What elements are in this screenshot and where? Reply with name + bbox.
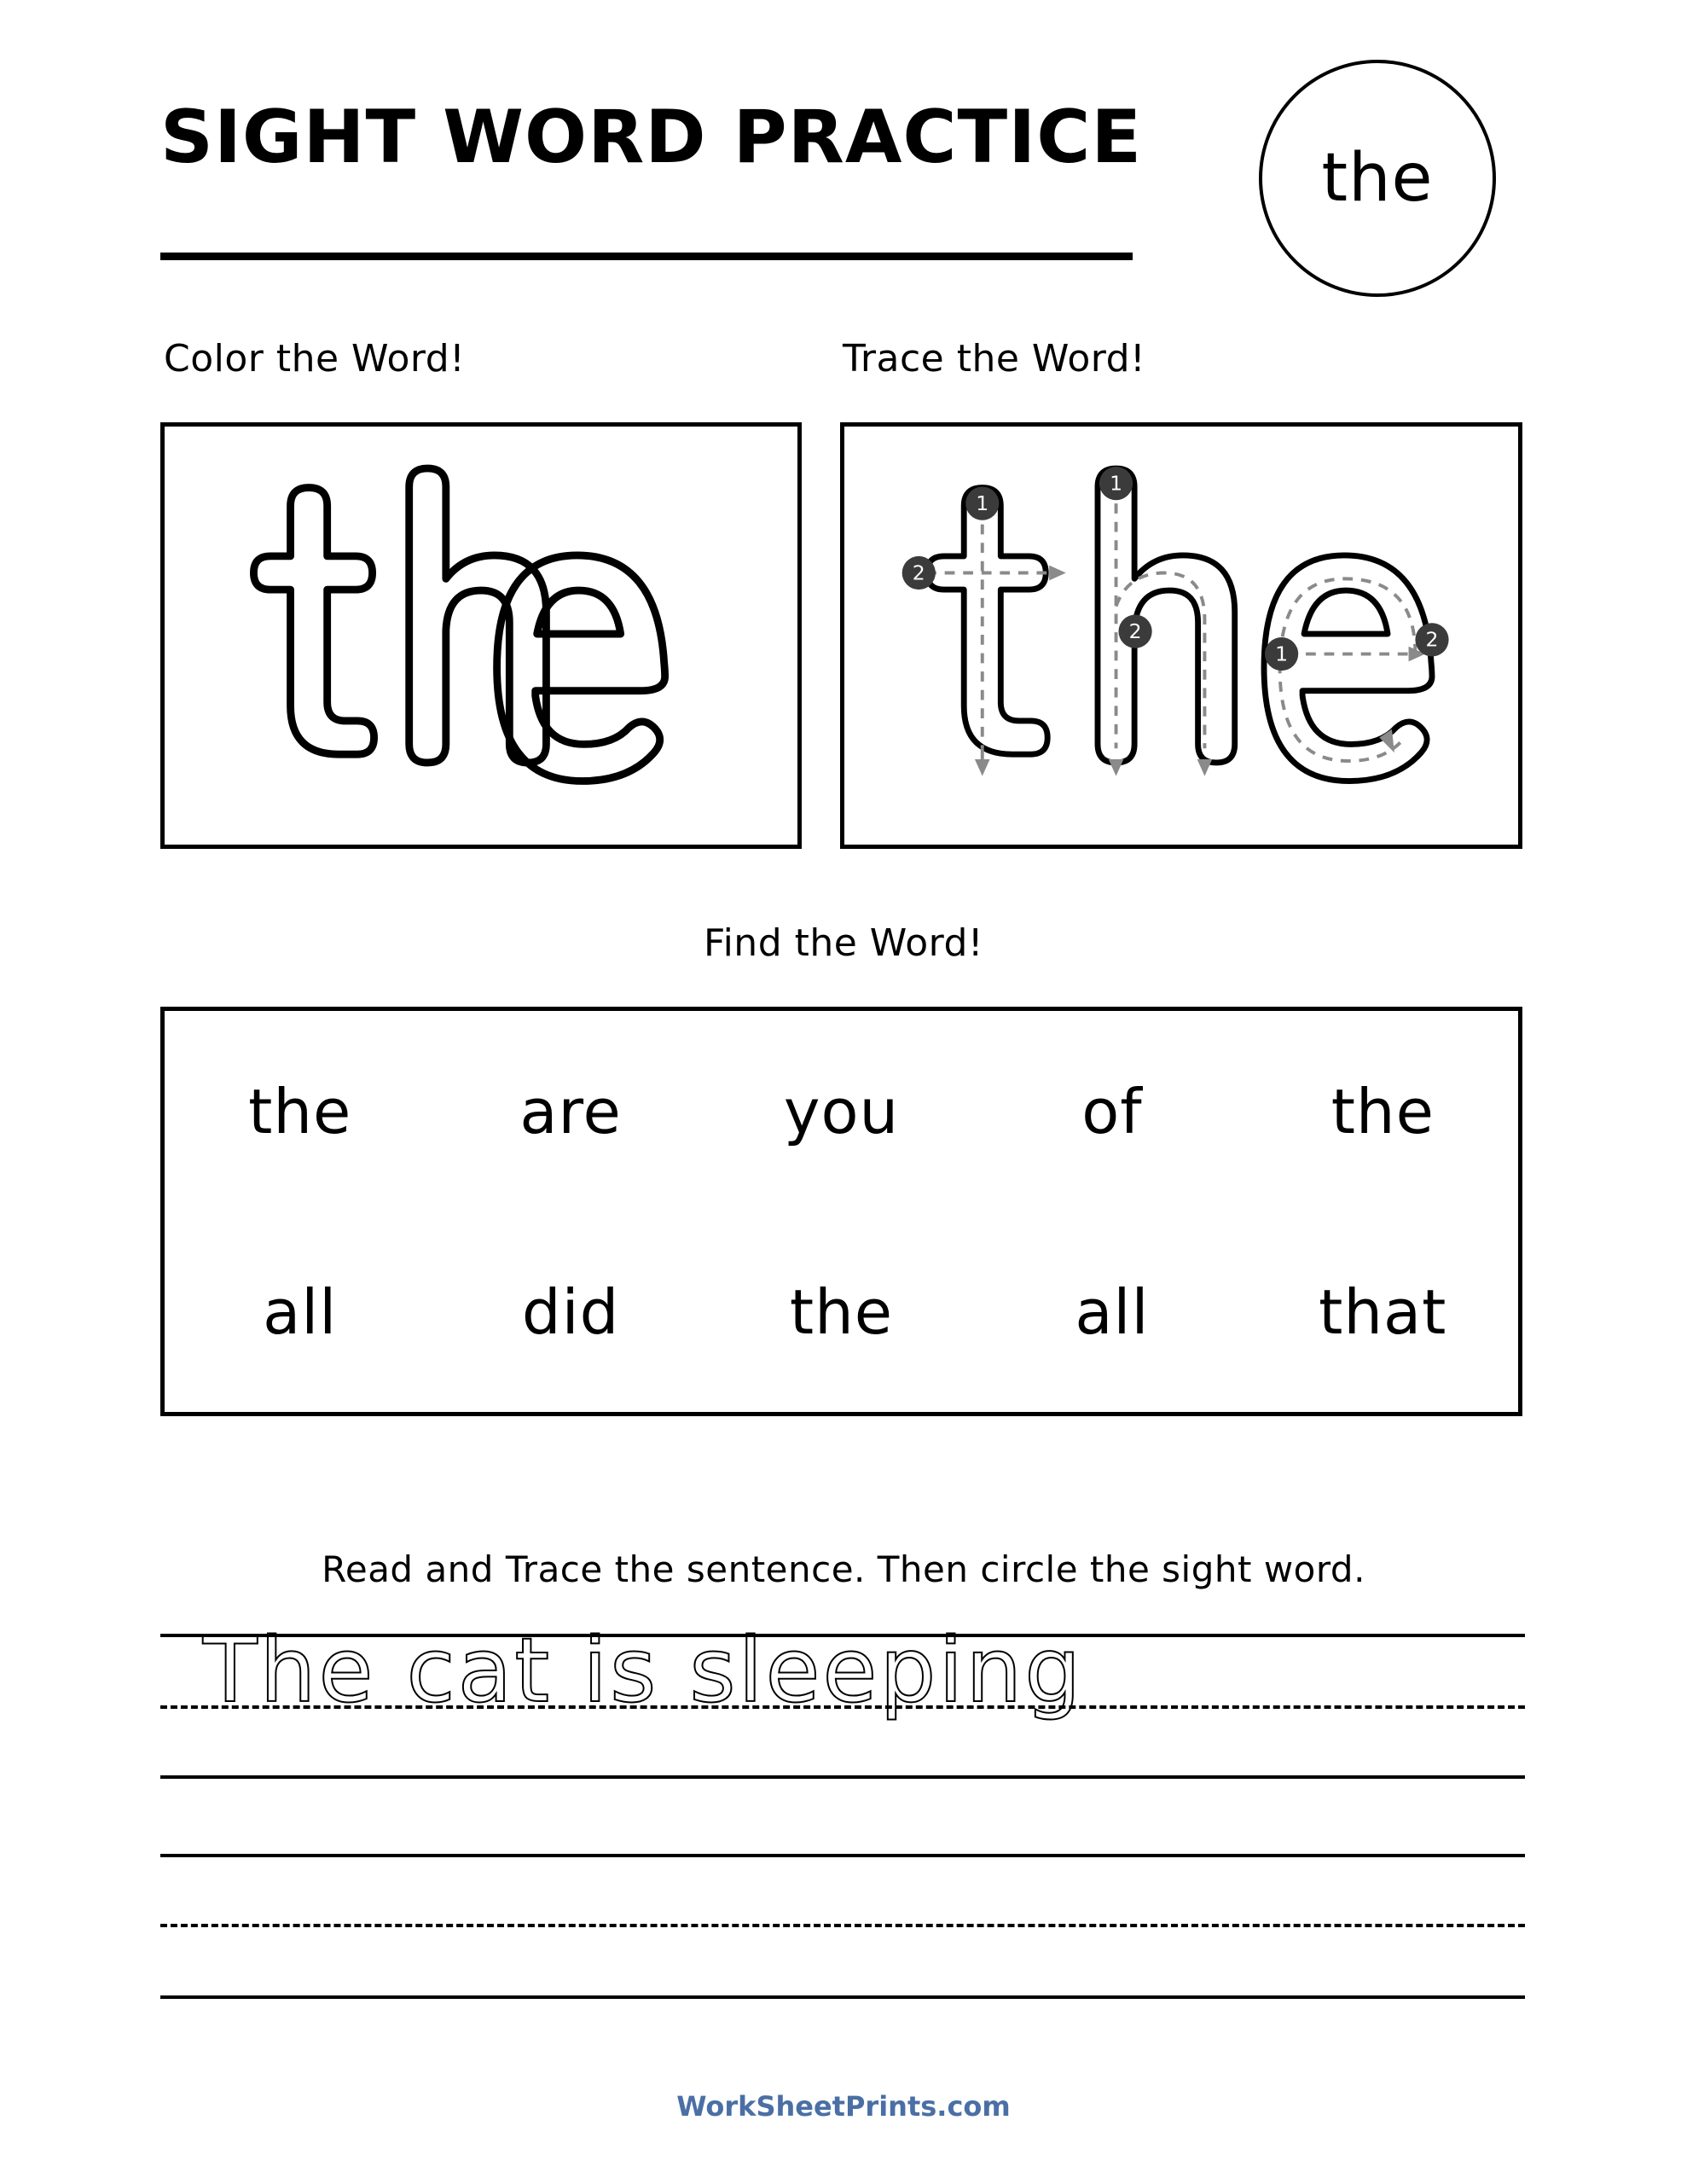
sentence-section-label: Read and Trace the sentence. Then circle the sight word.	[322, 1548, 1365, 1590]
trace-section-label: Trace the Word!	[843, 337, 1146, 380]
trace-letters-the	[844, 427, 1518, 845]
find-word-cell[interactable]: the	[1330, 1075, 1435, 1147]
find-word-cell[interactable]: all	[263, 1275, 338, 1348]
find-word-cell[interactable]: did	[521, 1275, 620, 1348]
find-word-cell[interactable]: are	[519, 1075, 622, 1147]
writing-line-base-1	[160, 1775, 1525, 1779]
find-the-word-box[interactable]	[160, 1007, 1522, 1416]
find-word-cell[interactable]: that	[1319, 1275, 1447, 1348]
writing-line-mid-2	[160, 1924, 1525, 1927]
find-section-label: Find the Word!	[703, 921, 984, 965]
bubble-letters-the	[165, 427, 797, 845]
sight-word-badge-label: the	[1321, 140, 1434, 217]
handwriting-lines[interactable]	[160, 1618, 1525, 2001]
color-section-label: Color the Word!	[164, 337, 466, 380]
trace-the-word-box[interactable]	[840, 422, 1522, 849]
svg-text:1: 1	[976, 491, 989, 515]
find-word-cell[interactable]: the	[248, 1075, 352, 1147]
traceable-sentence[interactable]: The cat is sleeping	[203, 1618, 1084, 1722]
worksheet-header	[160, 95, 1525, 322]
find-word-cell[interactable]: the	[789, 1275, 894, 1348]
svg-text:2: 2	[1128, 619, 1142, 643]
footer-credit[interactable]: WorkSheetPrints.com	[676, 2090, 1011, 2123]
find-word-cell[interactable]: of	[1081, 1075, 1143, 1147]
find-word-cell[interactable]: all	[1075, 1275, 1150, 1348]
find-word-grid	[165, 1011, 1518, 1412]
writing-line-base-2	[160, 1995, 1525, 1999]
color-the-word-box[interactable]	[160, 422, 802, 849]
svg-text:1: 1	[1275, 642, 1289, 666]
svg-text:2: 2	[1425, 627, 1439, 652]
find-word-cell[interactable]: you	[783, 1075, 900, 1147]
svg-text:2: 2	[912, 561, 925, 585]
title-underline	[160, 253, 1133, 260]
writing-line-top-2	[160, 1854, 1525, 1857]
page-title: SIGHT WORD PRACTICE	[160, 95, 1143, 180]
sight-word-badge	[1259, 60, 1496, 297]
svg-text:1: 1	[1110, 471, 1123, 496]
